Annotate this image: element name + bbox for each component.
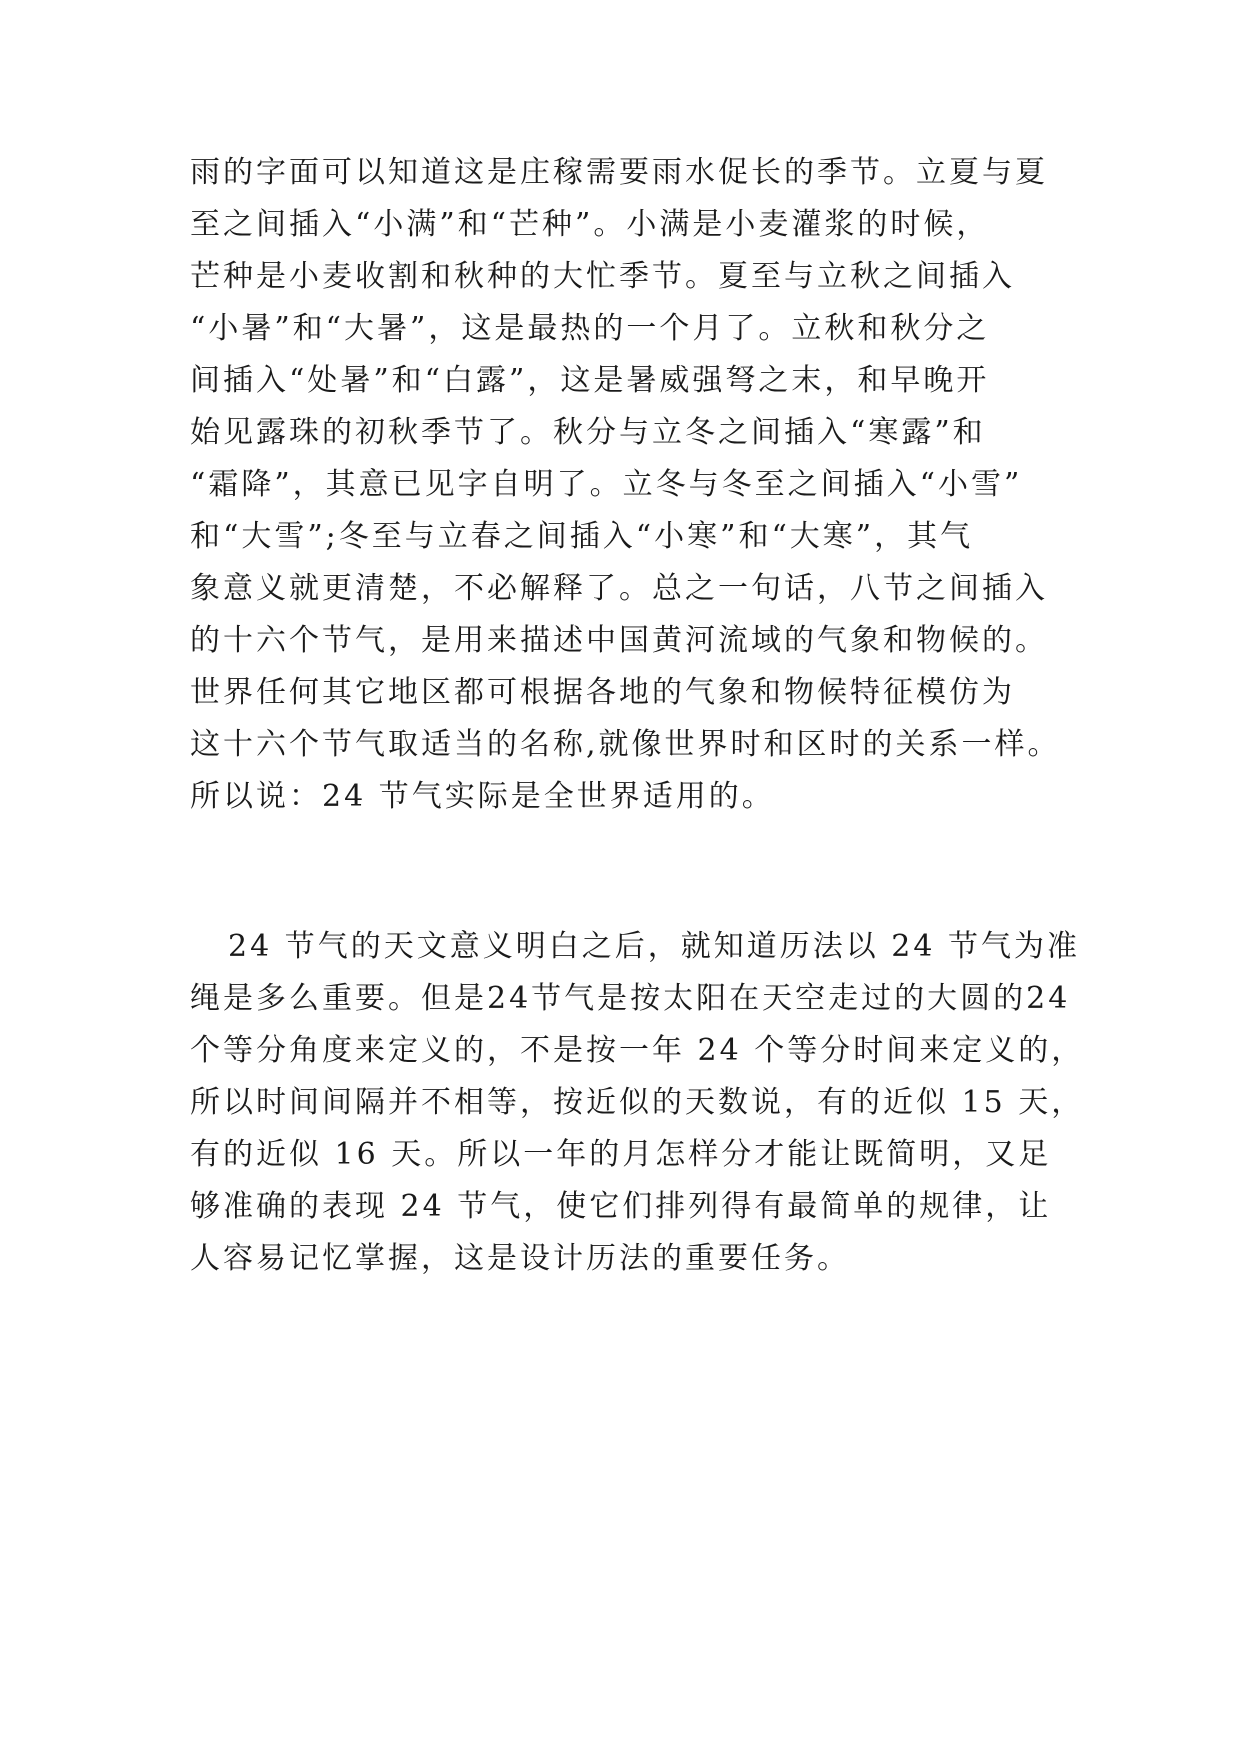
- text-line: 象意义就更清楚，不必解释了。总之一句话，八节之间插入: [190, 571, 1048, 606]
- text-line: 这十六个节气取适当的名称,就像世界时和区时的关系一样。: [190, 727, 1061, 762]
- text-line: “小暑”和“大暑”，这是最热的一个月了。立秋和秋分之: [190, 311, 990, 346]
- text-line: 人容易记忆掌握，这是设计历法的重要任务。: [190, 1241, 850, 1276]
- text-line: “霜降”，其意已见字自明了。立冬与冬至之间插入“小雪”: [190, 467, 1023, 502]
- text-line: 够准确的表现 24 节气，使它们排列得有最简单的规律，让: [190, 1189, 1052, 1224]
- text-line: 世界任何其它地区都可根据各地的气象和物候特征模仿为: [190, 675, 1015, 710]
- text-line: 个等分角度来定义的，不是按一年 24 个等分时间来定义的，: [190, 1033, 1085, 1068]
- text-line: 至之间插入“小满”和“芒种”。小满是小麦灌浆的时候，: [190, 207, 990, 242]
- text-line: 有的近似 16 天。所以一年的月怎样分才能让既简明，又足: [190, 1137, 1052, 1172]
- text-line: 24 节气的天文意义明白之后，就知道历法以 24 节气为准: [228, 929, 1080, 964]
- text-line: 所以说：24 节气实际是全世界适用的。: [190, 779, 775, 814]
- text-line: 雨的字面可以知道这是庄稼需要雨水促长的季节。立夏与夏: [190, 155, 1048, 190]
- text-line: 绳是多么重要。但是24节气是按太阳在天空走过的大圆的24: [190, 981, 1071, 1016]
- text-line: 始见露珠的初秋季节了。秋分与立冬之间插入“寒露”和: [190, 415, 986, 450]
- text-line: 和“大雪”;冬至与立春之间插入“小寒”和“大寒”，其气: [190, 519, 974, 554]
- text-line: 间插入“处暑”和“白露”，这是暑威强弩之末，和早晚开: [190, 363, 990, 398]
- text-line: 所以时间间隔并不相等，按近似的天数说，有的近似 15 天，: [190, 1085, 1085, 1120]
- text-line: 的十六个节气，是用来描述中国黄河流域的气象和物候的。: [190, 623, 1048, 658]
- text-line: 芒种是小麦收割和秋种的大忙季节。夏至与立秋之间插入: [190, 259, 1015, 294]
